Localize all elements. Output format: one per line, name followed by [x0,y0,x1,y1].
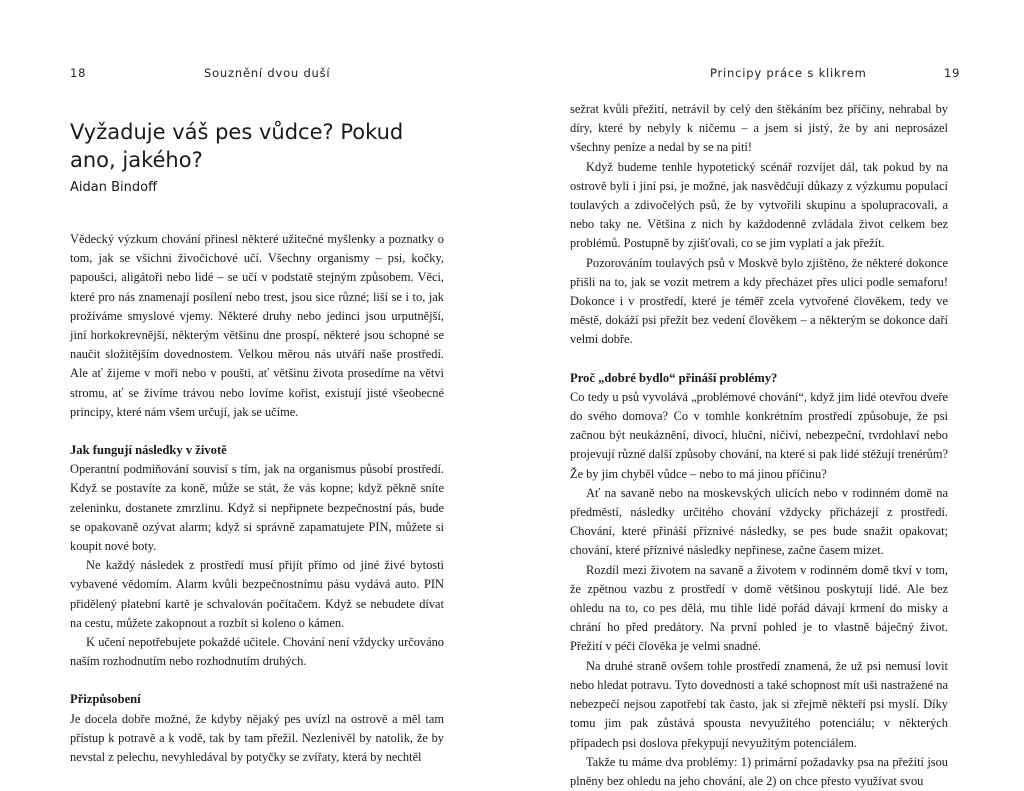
chapter-author: Aidan Bindoff [70,180,158,195]
intro-paragraph: Vědecký výzkum chování přinesl některé užitečné myšlenky a poznatky o tom, jak se všichni živočichové učí. Všechny organismy – psi, kočky, papoušci, aligátoři nebo lidé – se učí v podstatě stejným způsobem. Věci, které pro nás znamenají posílení nebo trest, jsou sice různé; liší se i to, jak prožíváme smyslové vjemy. Některé druhy nebo jedinci jsou urputnější, jiní horkokrevnější, některým většinu dne prospí, některé jsou schopné se naučit složitějším dovednostem. Velkou měrou nás utváří naše prostředí. Ale ať žijeme v moři nebo v poušti, ať většinu života prosedíme na větvi stromu, ať se živíme trávou nebo lovíme kořist, existují jisté všeobecné principy, které nám všem určují, jak se učíme. [70,232,444,419]
section-heading-adaptation: Přizpůsobení [70,692,141,707]
page-number-right: 19 [944,66,961,80]
section-heading-good-life: Proč „dobré bydlo“ přináší problémy? [570,370,778,385]
paragraph: Takže tu máme dva problémy: 1) primární požadavky psa na přežití jsou plněny bez ohledu na jeho chování, ale 2) on chce přesto využívat svou [570,754,948,788]
left-body-text [70,230,444,767]
paragraph: Pozorováním toulavých psů v Moskvě bylo zjištěno, že některé dokonce přišli na to, jak se vozit metrem a kdy přecházet přes ulici podle semaforu! Dokonce i v prostředí, které je téměř zcela vytvořené člověkem, tedy ve městě, dokáží psi přežít bez vedení člověkem – a některým se dokonce daří velmi dobře. [570,255,948,347]
paragraph: Na druhé straně ovšem tohle prostředí znamená, že už psi nemusí lovit nebo hledat potravu. Tyto dovednosti a také schopnost mít uši nastražené na nebezpečí nejsou zapotřebí tak často, jak si zřejmě někteří psi myslí. Díky tomu jim pak zůstává spousta nevyužitého potenciálu; v některých případech psi doslova překypují nevyužitým potenciálem. [570,658,948,750]
paragraph: Ne každý následek z prostředí musí přijít přímo od jiné živé bytosti vybavené vědomím. Alarm kvůli bezpečnostnímu pásu vydává auto. PIN přidělený platební kartě je schvalován počítačem. Když se nebudete dívat na cestu, můžete zakopnout a rozbít si koleno o kámen. [70,558,444,630]
paragraph: K učení nepotřebujete pokaždé učitele. Chování není vždycky určováno naším rozhodnutím nebo rozhodnutím druhých. [70,635,444,669]
page-number-left: 18 [70,66,87,80]
paragraph: Operantní podmiňování souvisí s tím, jak na organismus působí prostředí. Když se postavíte za koně, může se stát, že vás kopne; když pěkně sníte zeleninku, dostanete zmrzlinu. Když si nepřipnete bezpečnostní pás, bude se opakovaně ozývat alarm; když si správně zapamatujete PIN, můžete si koupit nové boty. [70,462,444,554]
running-head-left: Souznění dvou duší [204,66,331,80]
paragraph: Když budeme tenhle hypotetický scénář rozvíjet dál, tak pokud by na ostrově byli i jiní psi, je možné, jak nasvědčují důkazy z výzkumu populací toulavých a zdivočelých psů, že by vytvořili skupinu a spolupracovali, a nebo taky ne. Většina z nich by každodenně zvládala život celkem bez problémů. Postupně by zjišťovali, co se jim vyplatí a jak přežít. [570,159,948,251]
paragraph: Rozdíl mezi životem na savaně a životem v rodinném domě tkví v tom, že zpětnou vazbu z prostředí v domě většinou poskytují lidé. Ale bez ohledu na to, co pes dělá, mu tihle lidé pořád dávají krmení do misky a chrání ho před predátory. Na první pohled je to vlastně báječný život. Přežití v péči člověka je velmi snadné. [570,562,948,654]
right-body-text [570,100,948,791]
paragraph: Je docela dobře možné, že kdyby nějaký pes uvízl na ostrově a měl tam přístup k potravě a k vodě, tak by tam přežil. Nezlenivěl by natolik, že by nevstal z pelechu, nevyhledával by potyčky se zvířaty, která by nechtěl [70,711,444,765]
paragraph: Ať na savaně nebo na moskevských ulicích nebo v rodinném domě na předměstí, následky určitého chování vždycky přicházejí z prostředí. Chování, které přináší příznivé následky, se pes bude snažit opakovat; chování, které příznivé následky nepřinese, začne časem mizet. [570,485,948,558]
running-head-right: Principy práce s klikrem [710,66,867,80]
paragraph: sežrat kvůli přežití, netrávil by celý den štěkáním bez příčiny, nehrabal by díry, které by nebyly k ničemu – a jsem si jistý, že by ani neprosázel všechny peníze a nedal by se na pití! [570,102,948,155]
paragraph: Co tedy u psů vyvolává „problémové chování“, když jim lidé otevřou dveře do svého domova? Co v tomhle konkrétním prostředí způsobuje, že psi začnou být neukáznění, divocí, hluční, ničiví, nebezpeční, tvrdohlaví nebo projevují různé další způsoby chování, na které si pak lidé stěžují trenérům? Že by jim chyběl vůdce – nebo to má jinou příčinu? [570,389,948,481]
left-page [0,0,512,768]
right-page [512,0,1024,788]
section-heading-consequences: Jak fungují následky v životě [70,443,227,458]
chapter-title: Vyžaduje váš pes vůdce? Pokud ano, jakého? [70,120,404,172]
